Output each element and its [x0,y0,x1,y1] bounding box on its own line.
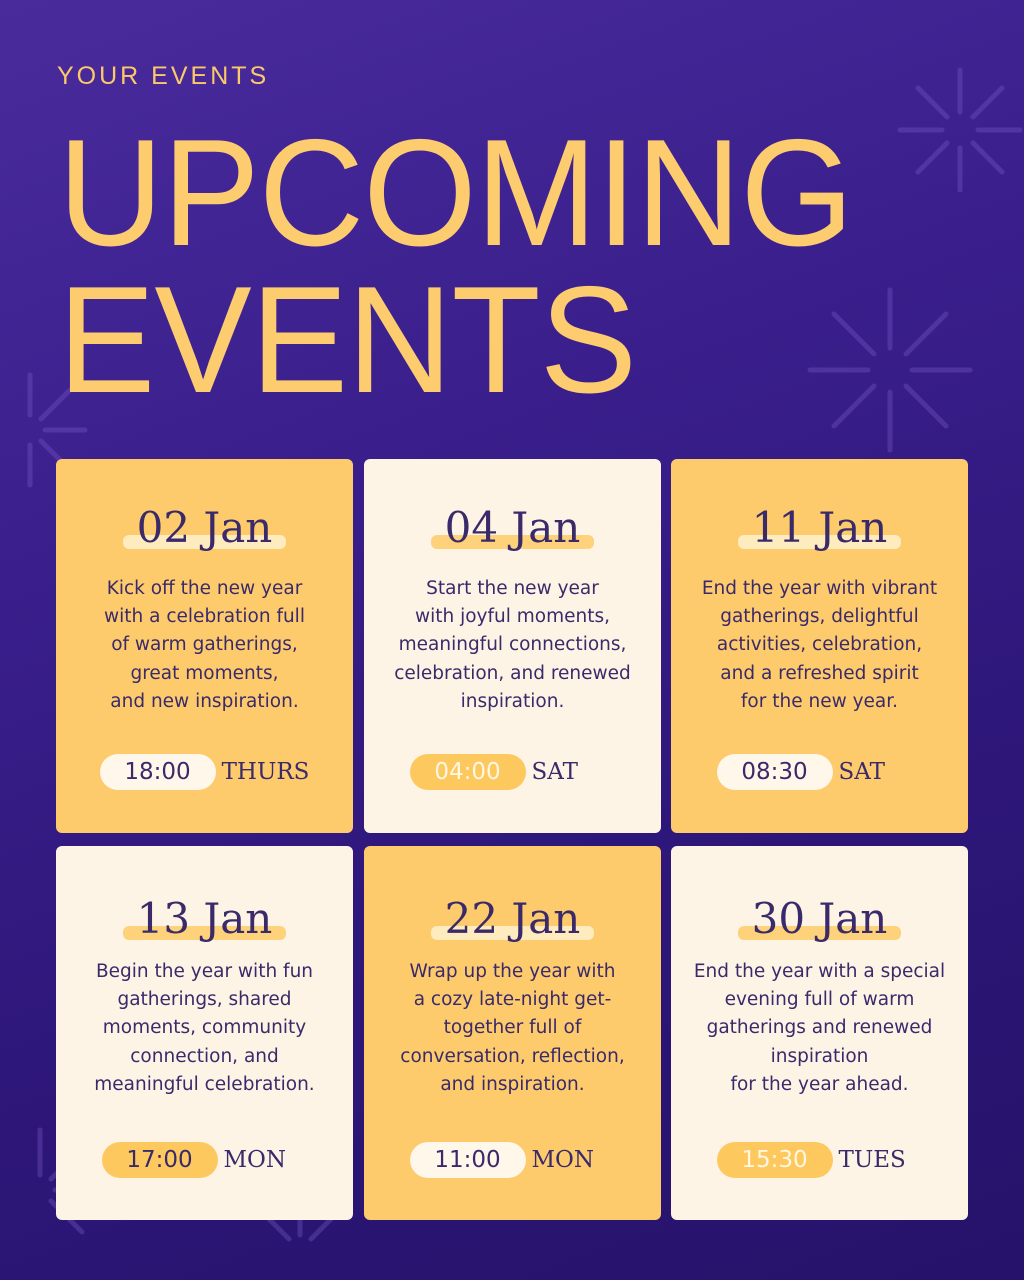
event-time-pill: 17:00 [102,1142,218,1178]
event-day: TUES [838,1147,906,1173]
event-card[interactable] [671,459,968,833]
event-description: Wrap up the year with a cozy late-night get- together full of conversation, reflection, and inspiration. [400,961,625,1095]
event-description: Begin the year with fun gatherings, shared moments, community connection, and meaningful celebration. [94,961,315,1095]
event-description: Kick off the new year with a celebration full of warm gatherings, great moments, and new inspiration. [104,578,305,712]
title-line-1: UPCOMING [58,108,853,278]
event-day: MON [223,1147,287,1173]
eyebrow-label: YOUR EVENTS [57,62,270,90]
event-date: 30 Jan [738,894,902,944]
event-date: 04 Jan [431,503,595,553]
title-line-2: EVENTS [58,255,637,425]
event-card[interactable] [56,459,353,833]
event-time-pill: 15:30 [717,1142,833,1178]
page-title [58,108,853,425]
event-time-pill: 18:00 [100,754,216,790]
event-card[interactable] [364,846,661,1220]
event-date: 13 Jan [123,894,287,944]
event-date: 22 Jan [431,894,595,944]
event-day: THURS [221,759,310,785]
event-description: End the year with vibrant gatherings, delightful activities, celebration, and a refreshed spirit for the new year. [701,578,938,712]
event-card[interactable] [56,846,353,1220]
event-description: End the year with a special evening full of warm gatherings and renewed inspiration for the year ahead. [693,961,946,1095]
event-day: SAT [531,759,578,785]
event-time-pill: 04:00 [410,754,526,790]
event-card[interactable] [671,846,968,1220]
event-day: MON [531,1147,595,1173]
event-time-pill: 11:00 [410,1142,526,1178]
event-day: SAT [838,759,885,785]
event-card[interactable] [364,459,661,833]
event-date: 11 Jan [738,503,902,553]
event-date: 02 Jan [123,503,287,553]
event-description: Start the new year with joyful moments, meaningful connections, celebration, and renewed inspiration. [394,578,631,712]
event-time-pill: 08:30 [717,754,833,790]
